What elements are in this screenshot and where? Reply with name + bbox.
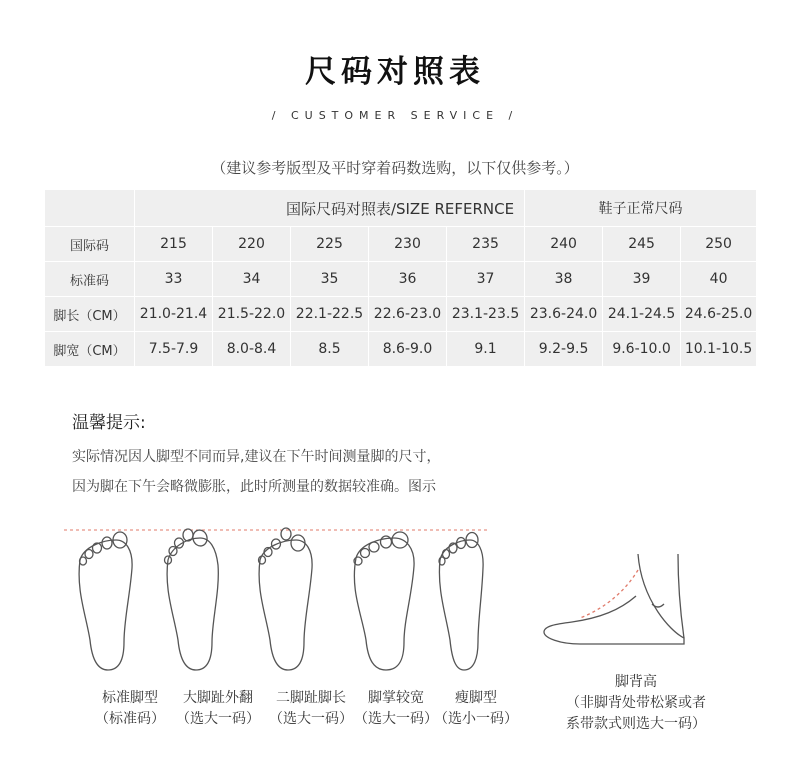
table-cell: 220 <box>213 227 291 262</box>
tips-line: 因为脚在下午会略微膨胀，此时所测量的数据较准确。图示 <box>72 479 436 495</box>
foot-caption-slim <box>428 688 524 730</box>
foot-bunion-icon <box>165 528 219 670</box>
table-cell: 37 <box>447 262 525 297</box>
table-cell: 9.6-10.0 <box>603 332 681 367</box>
foot-wide-icon <box>354 532 414 670</box>
foot-size-advice: （非脚背处带松紧或者 <box>566 695 706 711</box>
page-subtitle: / CUSTOMER SERVICE / <box>271 109 519 122</box>
table-cell: 22.6-23.0 <box>369 297 447 332</box>
foot-long-second-toe-icon <box>259 528 313 670</box>
row-label: 国际码 <box>45 227 135 262</box>
foot-type-name: 二脚趾脚长 <box>276 690 346 706</box>
foot-illustrations <box>60 510 760 680</box>
foot-caption-standard <box>90 688 170 730</box>
table-cell: 8.0-8.4 <box>213 332 291 367</box>
table-row <box>45 262 757 297</box>
table-header-blank <box>45 190 135 227</box>
table-cell: 7.5-7.9 <box>135 332 213 367</box>
foot-size-advice: （选小一码） <box>434 711 518 727</box>
foot-caption-high-instep <box>556 672 716 735</box>
table-header-row <box>45 190 757 227</box>
size-chart-table <box>44 189 757 367</box>
foot-size-advice: （选大一码） <box>269 711 353 727</box>
row-label: 脚长（CM） <box>45 297 135 332</box>
foot-type-name: 脚掌较宽 <box>368 690 424 706</box>
table-cell: 38 <box>525 262 603 297</box>
table-cell: 9.2-9.5 <box>525 332 603 367</box>
foot-high-instep-icon <box>544 554 684 644</box>
table-cell: 21.5-22.0 <box>213 297 291 332</box>
table-row <box>45 227 757 262</box>
table-cell: 34 <box>213 262 291 297</box>
table-cell: 40 <box>681 262 757 297</box>
tips-title: 温馨提示: <box>72 413 146 433</box>
page-title: 尺码对照表 <box>305 54 485 90</box>
table-cell: 8.6-9.0 <box>369 332 447 367</box>
foot-type-name: 瘦脚型 <box>455 690 497 706</box>
table-cell: 235 <box>447 227 525 262</box>
table-cell: 8.5 <box>291 332 369 367</box>
table-cell: 10.1-10.5 <box>681 332 757 367</box>
tips-text <box>72 442 512 502</box>
table-cell: 240 <box>525 227 603 262</box>
foot-caption-bunion <box>170 688 266 730</box>
foot-type-name: 大脚趾外翻 <box>183 690 253 706</box>
foot-size-advice: （选大一码） <box>354 711 438 727</box>
foot-size-advice: （选大一码） <box>176 711 260 727</box>
row-label: 脚宽（CM） <box>45 332 135 367</box>
table-header-right: 鞋子正常尺码 <box>525 190 757 227</box>
table-cell: 39 <box>603 262 681 297</box>
table-cell: 22.1-22.5 <box>291 297 369 332</box>
table-cell: 36 <box>369 262 447 297</box>
tips-line: 实际情况因人脚型不同而异,建议在下午时间测量脚的尺寸， <box>72 449 441 465</box>
table-cell: 245 <box>603 227 681 262</box>
table-cell: 33 <box>135 262 213 297</box>
table-cell: 24.1-24.5 <box>603 297 681 332</box>
foot-size-advice: 系带款式则选大一码） <box>566 716 706 732</box>
table-cell: 230 <box>369 227 447 262</box>
foot-type-name: 脚背高 <box>615 674 657 690</box>
table-cell: 215 <box>135 227 213 262</box>
table-cell: 35 <box>291 262 369 297</box>
table-cell: 9.1 <box>447 332 525 367</box>
reference-note: （建议参考版型及平时穿着码数选购，以下仅供参考。） <box>211 159 579 177</box>
table-cell: 225 <box>291 227 369 262</box>
table-cell: 21.0-21.4 <box>135 297 213 332</box>
foot-type-name: 标准脚型 <box>102 690 158 706</box>
row-label: 标准码 <box>45 262 135 297</box>
table-row <box>45 332 757 367</box>
table-row <box>45 297 757 332</box>
foot-size-advice: （标准码） <box>95 711 165 727</box>
table-cell: 23.6-24.0 <box>525 297 603 332</box>
foot-caption-long-second-toe <box>263 688 359 730</box>
foot-standard-icon <box>79 532 132 670</box>
table-cell: 23.1-23.5 <box>447 297 525 332</box>
table-cell: 24.6-25.0 <box>681 297 757 332</box>
table-cell: 250 <box>681 227 757 262</box>
table-header-main: 国际尺码对照表/SIZE REFERNCE <box>135 190 525 227</box>
foot-slim-icon <box>439 533 483 671</box>
